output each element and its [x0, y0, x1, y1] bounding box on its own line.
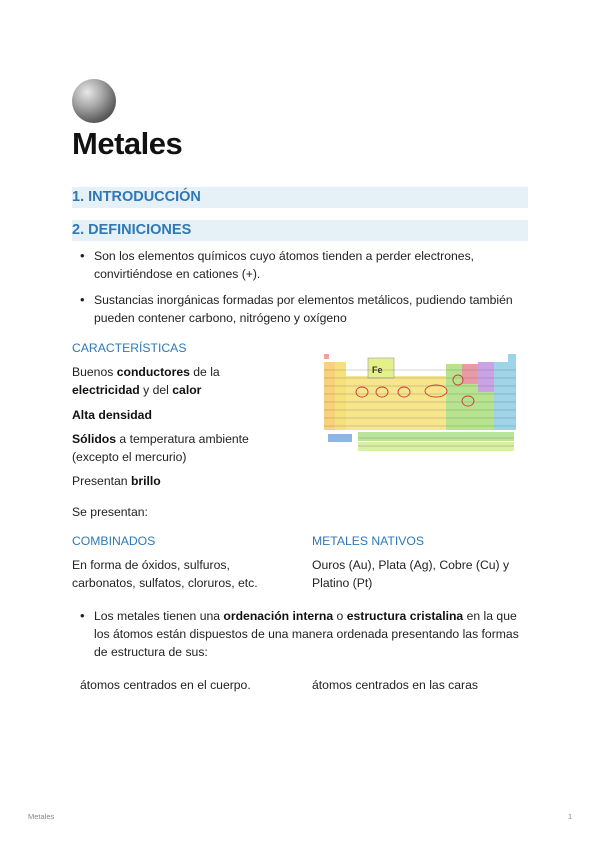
characteristic-brillo: Presentan brillo: [72, 474, 161, 488]
periodic-table-image: [322, 352, 520, 460]
fe-label: Fe: [372, 365, 383, 375]
structure-type-body-centered: átomos centrados en el cuerpo.: [80, 678, 251, 692]
list-item: • Son los elementos químicos cuyo átomos tienden a perder electrones, convirtiéndose en cationes (+).: [72, 247, 528, 283]
characteristic-density: Alta densidad: [72, 408, 152, 422]
presentation-intro: Se presentan:: [72, 505, 148, 519]
structure-type-face-centered: átomos centrados en las caras: [312, 678, 478, 692]
characteristics-heading: CARACTERÍSTICAS: [72, 341, 187, 355]
page-title: Metales: [72, 126, 183, 161]
characteristic-conductors: Buenos conductores de la electricidad y del calor: [72, 365, 220, 397]
combined-text: En forma de óxidos, sulfuros, carbonatos, sulfatos, cloruros, etc.: [72, 558, 258, 590]
section-heading-introduccion: 1. INTRODUCCIÓN: [72, 187, 528, 208]
native-metals-heading: METALES NATIVOS: [312, 534, 424, 548]
globe-image: [72, 79, 116, 123]
footer-title: Metales: [28, 812, 55, 821]
characteristic-solid: Sólidos a temperatura ambiente (excepto el mercurio): [72, 432, 249, 464]
page-number: 1: [568, 812, 573, 821]
list-item: • Sustancias inorgánicas formadas por elementos metálicos, pudiendo también pueden contener carbono, nitrógeno y oxígeno: [72, 291, 528, 327]
structure-list: [72, 607, 528, 669]
section-heading-definiciones: 2. DEFINICIONES: [72, 220, 528, 241]
list-item: • Los metales tienen una ordenación interna o estructura cristalina en la que los átomos están dispuestos de una manera ordenada presentando las formas de estructura de sus:: [72, 607, 528, 661]
combined-heading: COMBINADOS: [72, 534, 156, 548]
native-metals-text: Ouros (Au), Plata (Ag), Cobre (Cu) y Platino (Pt): [312, 558, 510, 590]
definitions-list: [72, 247, 528, 335]
